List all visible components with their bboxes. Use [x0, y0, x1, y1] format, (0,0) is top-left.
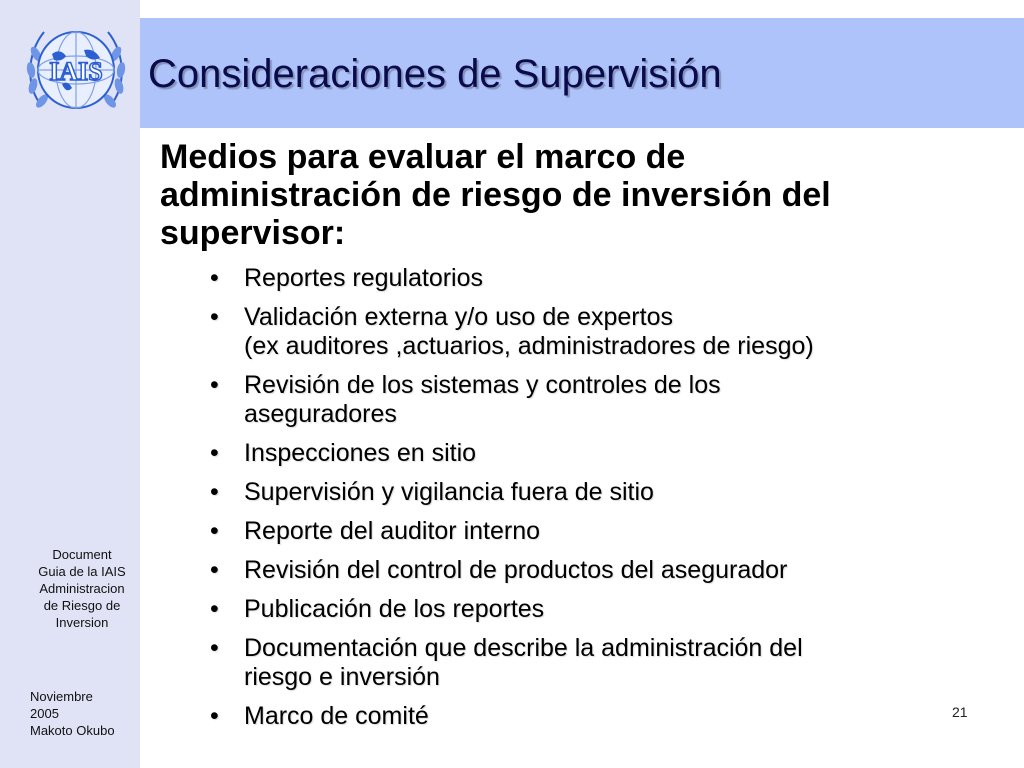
iais-logo-icon — [22, 14, 130, 126]
document-note-line: Document — [52, 547, 112, 562]
bullet-subtext: riesgo e inversión — [244, 663, 440, 691]
bullet-subtext: aseguradores — [244, 400, 397, 428]
bullet-subtext: (ex auditores ,actuarios, administradores de riesgo) — [244, 332, 814, 360]
document-note-line: Guia de la IAIS — [38, 564, 126, 579]
list-item — [206, 595, 946, 624]
author-note-line: Noviembre — [30, 689, 93, 704]
document-note — [22, 546, 142, 631]
author-note-line: 2005 — [30, 706, 59, 721]
section-heading: Medios para evaluar el marco de administración de riesgo de inversión del supervisor: — [160, 138, 831, 252]
bullet-text: Reporte del auditor interno — [244, 517, 541, 545]
bullet-icon: • — [210, 517, 219, 545]
list-item — [206, 634, 946, 692]
slide-title: Consideraciones de Supervisión — [148, 52, 722, 96]
list-item — [206, 478, 946, 507]
bullet-icon: • — [210, 556, 219, 584]
document-note-line: Administracion — [39, 581, 125, 596]
bullet-text: Marco de comité — [244, 702, 429, 730]
bullet-icon: • — [210, 303, 219, 331]
bullet-list — [206, 264, 946, 741]
bullet-text: Reportes regulatorios — [244, 264, 484, 292]
bullet-text: Revisión del control de productos del asegurador — [244, 556, 788, 584]
bullet-icon: • — [210, 702, 219, 730]
list-item — [206, 517, 946, 546]
list-item — [206, 303, 946, 361]
document-note-line: Inversion — [55, 615, 109, 630]
bullet-text: Documentación que describe la administración del — [244, 634, 803, 662]
bullet-text: Supervisión y vigilancia fuera de sitio — [244, 478, 654, 506]
bullet-icon: • — [210, 264, 219, 292]
bullet-icon: • — [210, 478, 219, 506]
list-item — [206, 264, 946, 293]
list-item — [206, 702, 946, 731]
logo-text: IAIS — [49, 57, 103, 86]
bullet-icon: • — [210, 439, 219, 467]
bullet-text: Revisión de los sistemas y controles de los — [244, 371, 721, 399]
bullet-icon: • — [210, 595, 219, 623]
list-item — [206, 556, 946, 585]
list-item — [206, 371, 946, 429]
list-item — [206, 439, 946, 468]
author-note-line: Makoto Okubo — [30, 723, 115, 738]
bullet-text: Publicación de los reportes — [244, 595, 545, 623]
document-note-line: de Riesgo de — [43, 598, 121, 613]
bullet-icon: • — [210, 634, 219, 662]
bullet-text: Validación externa y/o uso de expertos — [244, 303, 673, 331]
bullet-text: Inspecciones en sitio — [244, 439, 477, 467]
author-note — [30, 688, 150, 739]
bullet-icon: • — [210, 371, 219, 399]
page-number: 21 — [952, 704, 968, 720]
